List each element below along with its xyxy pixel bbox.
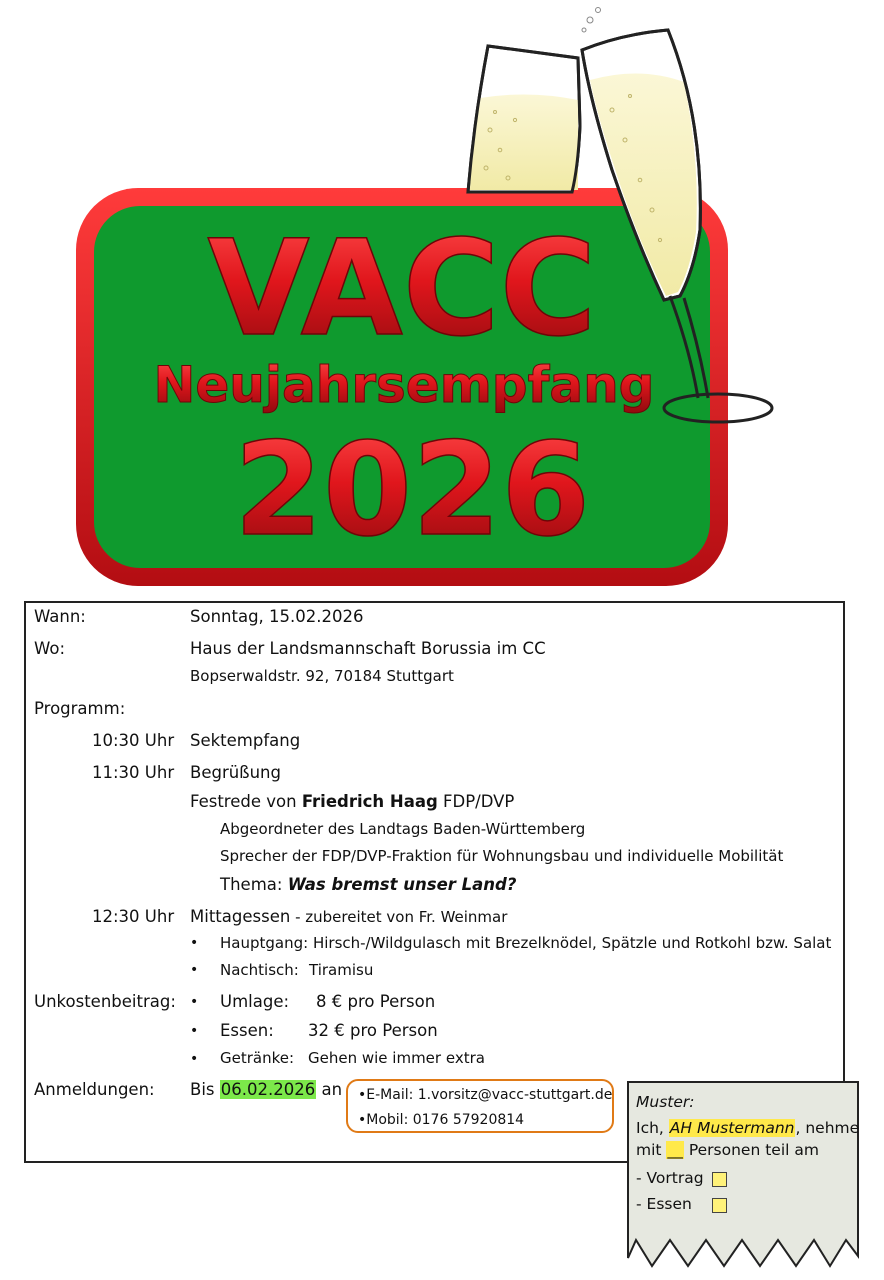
speech-prefix: Festrede von — [190, 792, 302, 811]
speaker-role-2: Sprecher der FDP/DVP-Fraktion für Wohnungsbau und individuelle Mobilität — [220, 847, 784, 865]
registration-deadline — [190, 1080, 342, 1099]
program-time: 11:30 Uhr — [92, 763, 175, 782]
cost-item-label: Umlage: — [220, 992, 290, 1011]
title-year: 2026 — [233, 416, 591, 565]
cost-item-label: Essen: — [220, 1021, 274, 1040]
contact-box — [346, 1079, 614, 1133]
contact-phone[interactable]: •Mobil: 0176 57920814 — [358, 1112, 525, 1128]
sample-suffix: , nehme — [795, 1119, 860, 1137]
cost-item-value: 8 € pro Person — [316, 992, 436, 1011]
main-course-label: Hauptgang: — [220, 934, 309, 952]
food-checkbox[interactable] — [712, 1198, 727, 1213]
main-course-value: Hirsch-/Wildgulasch mit Brezelknödel, Spätzle und Rotkohl bzw. Salat — [308, 934, 832, 952]
sample-prefix: Ich, — [636, 1119, 669, 1137]
speaker-party: FDP/DVP — [437, 792, 515, 811]
where-address: Bopserwaldstr. 92, 70184 Stuttgart — [190, 667, 454, 685]
when-value: Sonntag, 15.02.2026 — [190, 607, 364, 626]
drinks-value: Gehen wie immer extra — [308, 1049, 485, 1067]
lunch-line — [190, 907, 507, 926]
lunch-note: - zubereitet von Fr. Weinmar — [290, 908, 508, 926]
bullet: • — [190, 994, 199, 1010]
cost-item-value: 32 € pro Person — [308, 1021, 438, 1040]
where-label: Wo: — [34, 639, 66, 658]
when-label: Wann: — [34, 607, 86, 626]
lunch-title: Mittagessen — [190, 907, 291, 926]
contact-email[interactable]: •E-Mail: 1.vorsitz@vacc-stuttgart.de — [358, 1087, 613, 1103]
program-item: Begrüßung — [190, 763, 281, 782]
talk-checkbox[interactable] — [712, 1172, 727, 1187]
title-banner — [76, 188, 728, 586]
registration-label: Anmeldungen: — [34, 1080, 155, 1099]
where-value: Haus der Landsmannschaft Borussia im CC — [190, 639, 546, 658]
bullet: • — [190, 962, 199, 978]
title-vacc: VACC — [207, 212, 597, 366]
dessert-label: Nachtisch: — [220, 961, 299, 979]
speaker-name: Friedrich Haag — [301, 792, 438, 811]
program-time: 10:30 Uhr — [92, 731, 175, 750]
program-time: 12:30 Uhr — [92, 907, 175, 926]
sample-blank: __ — [667, 1141, 683, 1159]
drinks-label: Getränke: — [220, 1049, 295, 1067]
registration-date: 06.02.2026 — [220, 1080, 316, 1099]
header-banner — [0, 0, 884, 600]
speech-line — [190, 792, 514, 811]
sample-line-1 — [636, 1119, 859, 1137]
registration-prefix: Bis — [190, 1080, 220, 1099]
registration-suffix: an — [316, 1080, 343, 1099]
speaker-role-1: Abgeordneter des Landtags Baden-Württemberg — [220, 820, 586, 838]
topic-prefix: Thema: — [220, 875, 288, 894]
program-label: Programm: — [34, 699, 126, 718]
sample-line-2 — [636, 1141, 819, 1159]
sample-title: Muster: — [636, 1093, 695, 1111]
program-item: Sektempfang — [190, 731, 301, 750]
topic-line — [220, 875, 516, 894]
bullet: • — [190, 1023, 199, 1039]
bullet: • — [190, 1051, 199, 1067]
cost-label: Unkostenbeitrag: — [34, 992, 176, 1011]
sample-name: AH Mustermann — [669, 1119, 795, 1137]
sample-option-food: - Essen — [636, 1195, 692, 1213]
main-course — [220, 934, 831, 952]
title-neujahrsempfang: Neujahrsempfang — [153, 356, 655, 414]
dessert-value: Tiramisu — [309, 961, 374, 979]
sample-persons: Personen teil am — [683, 1141, 819, 1159]
bullet: • — [190, 935, 199, 951]
topic-title: Was bremst unser Land? — [287, 875, 517, 894]
sample-mit: mit — [636, 1141, 667, 1159]
sample-option-talk: - Vortrag — [636, 1169, 704, 1187]
